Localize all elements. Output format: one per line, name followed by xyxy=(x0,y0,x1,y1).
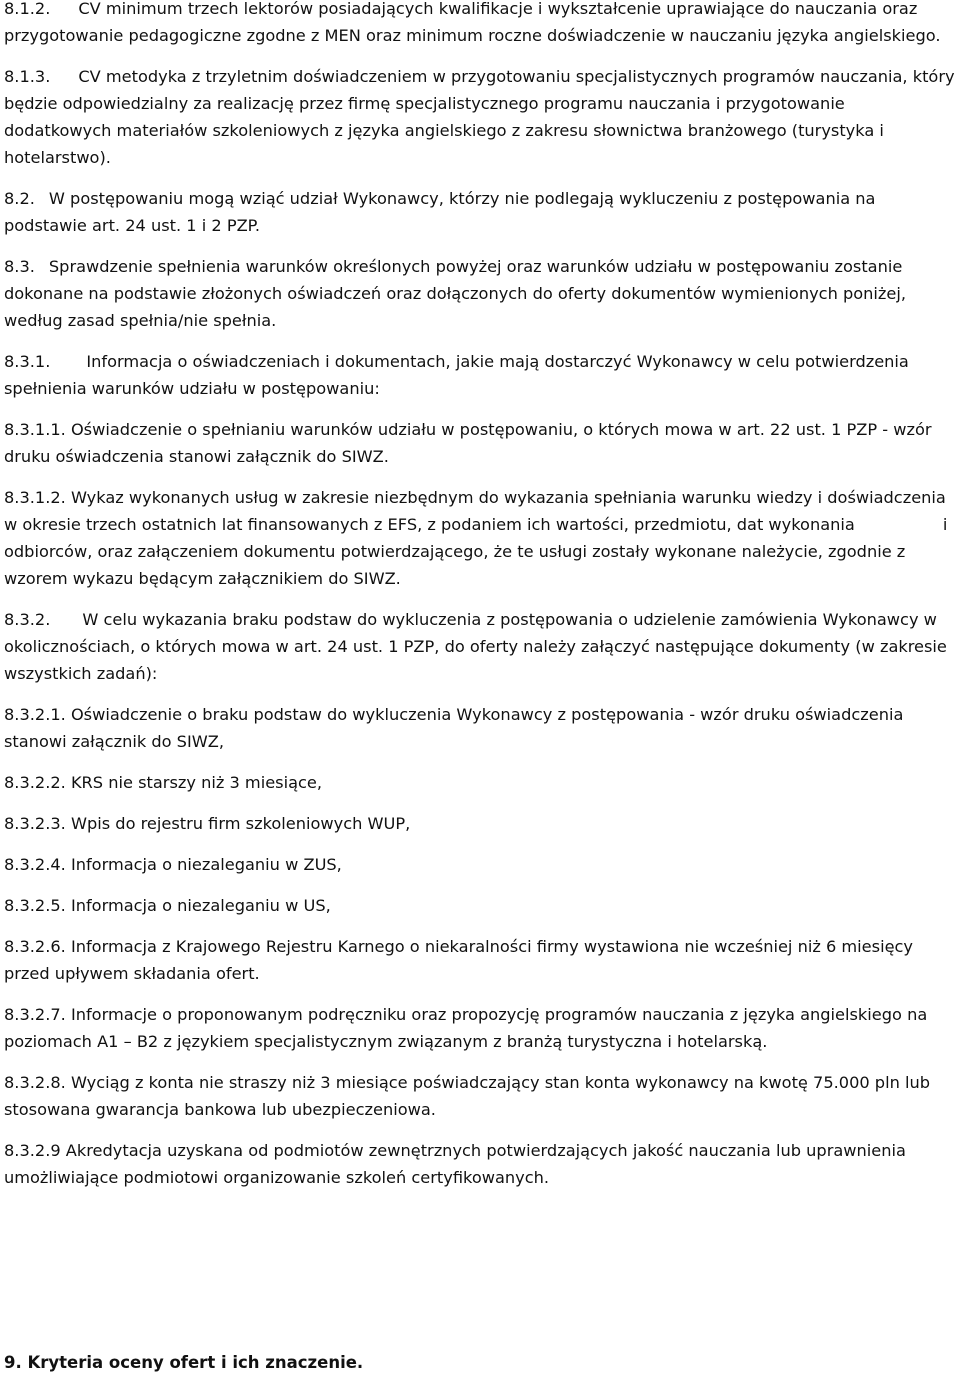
paragraph-text: Informacja o oświadczeniach i dokumentach, jakie mają dostarczyć Wykonawcy w celu potwierdzenia spełnienia warunków udziału w postępowaniu: xyxy=(4,352,909,398)
paragraph-number: 8.2. xyxy=(4,189,35,208)
paragraph-8-3-2-7 xyxy=(4,1001,956,1055)
paragraph-text: Informacje o proponowanym podręczniku oraz propozycję programów nauczania z języka angielskiego na poziomach A1 – B2 z językiem specjalistycznym związanym z branżą turystyczna i hotelarską. xyxy=(4,1005,928,1051)
paragraph-8-2 xyxy=(4,185,956,239)
paragraph-number: 8.3.2.7. xyxy=(4,1005,66,1024)
paragraph-number: 8.3.2. xyxy=(4,610,51,629)
paragraph-number: 8.3.2.8. xyxy=(4,1073,66,1092)
paragraph-number: 8.3.2.6. xyxy=(4,937,66,956)
paragraph-number: 8.3.1.1. xyxy=(4,420,66,439)
paragraph-8-1-3 xyxy=(4,63,956,171)
paragraph-8-3-2 xyxy=(4,606,956,687)
paragraph-text: W celu wykazania braku podstaw do wykluczenia z postępowania o udzielenie zamówienia Wykonawcy w okolicznościach, o których mowa w art. 24 ust. 1 PZP, do oferty należy załączyć następujące dokumenty (w zakresie wszystkich zadań): xyxy=(4,610,947,683)
paragraph-text: Sprawdzenie spełnienia warunków określonych powyżej oraz warunków udziału w postępowaniu zostanie dokonane na podstawie złożonych oświadczeń oraz dołączonych do oferty dokumentów wymienionych poniżej, według zasad spełnia/nie spełnia. xyxy=(4,257,907,330)
paragraph-number: 8.3. xyxy=(4,257,35,276)
paragraph-text: Wyciąg z konta nie straszy niż 3 miesiące poświadczający stan konta wykonawcy na kwotę 75.000 pln lub stosowana gwarancja bankowa lub ubezpieczeniowa. xyxy=(4,1073,931,1119)
paragraph-text: Informacja z Krajowego Rejestru Karnego o niekaralności firmy wystawiona nie wcześniej niż 6 miesięcy przed upływem składania ofert. xyxy=(4,937,914,983)
paragraph-number: 8.3.2.4. xyxy=(4,855,66,874)
paragraph-8-1-2 xyxy=(4,0,956,49)
paragraph-text: Wpis do rejestru firm szkoleniowych WUP, xyxy=(70,814,411,833)
paragraph-number: 8.3.2.3. xyxy=(4,814,66,833)
paragraph-text: Akredytacja uzyskana od podmiotów zewnętrznych potwierdzających jakość nauczania lub uprawnienia umożliwiające podmiotowi organizowanie szkoleń certyfikowanych. xyxy=(4,1141,906,1187)
paragraph-text: KRS nie starszy niż 3 miesiące, xyxy=(70,773,323,792)
paragraph-number: 8.1.2. xyxy=(4,0,51,18)
paragraph-text: Wykaz wykonanych usług w zakresie niezbędnym do wykazania spełniania warunku wiedzy i doświadczenia w okresie trzech ostatnich lat finansowanych z EFS, z podaniem ich wartości, przedmiotu, dat wykonania xyxy=(4,488,946,534)
paragraph-8-3-2-5 xyxy=(4,892,956,919)
paragraph-number: 8.3.2.9 xyxy=(4,1141,61,1160)
paragraph-8-3-2-1 xyxy=(4,701,956,755)
paragraph-number: 8.1.3. xyxy=(4,67,51,86)
paragraph-8-3-2-2 xyxy=(4,769,956,796)
paragraph-text: Informacja o niezaleganiu w US, xyxy=(70,896,331,915)
section-heading: 9. Kryteria oceny ofert i ich znaczenie. xyxy=(4,1353,364,1372)
paragraph-number: 8.3.2.1. xyxy=(4,705,66,724)
paragraph-text: Oświadczenie o spełnianiu warunków udziału w postępowaniu, o których mowa w art. 22 ust. 1 PZP - wzór druku oświadczenia stanowi załącznik do SIWZ. xyxy=(4,420,932,466)
paragraph-8-3-2-9 xyxy=(4,1137,956,1191)
document-body xyxy=(4,0,956,1205)
paragraph-8-3-2-4 xyxy=(4,851,956,878)
paragraph-text: Oświadczenie o braku podstaw do wykluczenia Wykonawcy z postępowania - wzór druku oświadczenia stanowi załącznik do SIWZ, xyxy=(4,705,904,751)
paragraph-text: CV minimum trzech lektorów posiadających kwalifikacje i wykształcenie uprawiające do nauczania oraz przygotowanie pedagogiczne zgodne z MEN oraz minimum roczne doświadczenie w nauczaniu języka angielskiego. xyxy=(4,0,941,45)
paragraph-number: 8.3.2.2. xyxy=(4,773,66,792)
paragraph-8-3-1 xyxy=(4,348,956,402)
paragraph-number: 8.3.1. xyxy=(4,352,51,371)
paragraph-8-3-2-3 xyxy=(4,810,956,837)
paragraph-text: W postępowaniu mogą wziąć udział Wykonawcy, którzy nie podlegają wykluczeniu z postępowania na podstawie art. 24 ust. 1 i 2 PZP. xyxy=(4,189,876,235)
paragraph-number: 8.3.1.2. xyxy=(4,488,66,507)
paragraph-text-continued: i odbiorców, oraz załączeniem dokumentu potwierdzającego, że te usługi zostały wykonane należycie, zgodnie z wzorem wykazu będącym załącznikiem do SIWZ. xyxy=(4,515,948,588)
paragraph-8-3-1-1 xyxy=(4,416,956,470)
paragraph-8-3-2-8 xyxy=(4,1069,956,1123)
paragraph-text: CV metodyka z trzyletnim doświadczeniem w przygotowaniu specjalistycznych programów nauczania, który będzie odpowiedzialny za realizację przez firmę specjalistycznego programu nauczania i przygotowanie dodatkowych materiałów szkoleniowych z języka angielskiego z zakresu słownictwa branżowego (turystyka i hotelarstwo). xyxy=(4,67,955,167)
paragraph-number: 8.3.2.5. xyxy=(4,896,66,915)
paragraph-8-3-2-6 xyxy=(4,933,956,987)
paragraph-8-3 xyxy=(4,253,956,334)
paragraph-8-3-1-2 xyxy=(4,484,956,592)
paragraph-text: Informacja o niezaleganiu w ZUS, xyxy=(70,855,342,874)
